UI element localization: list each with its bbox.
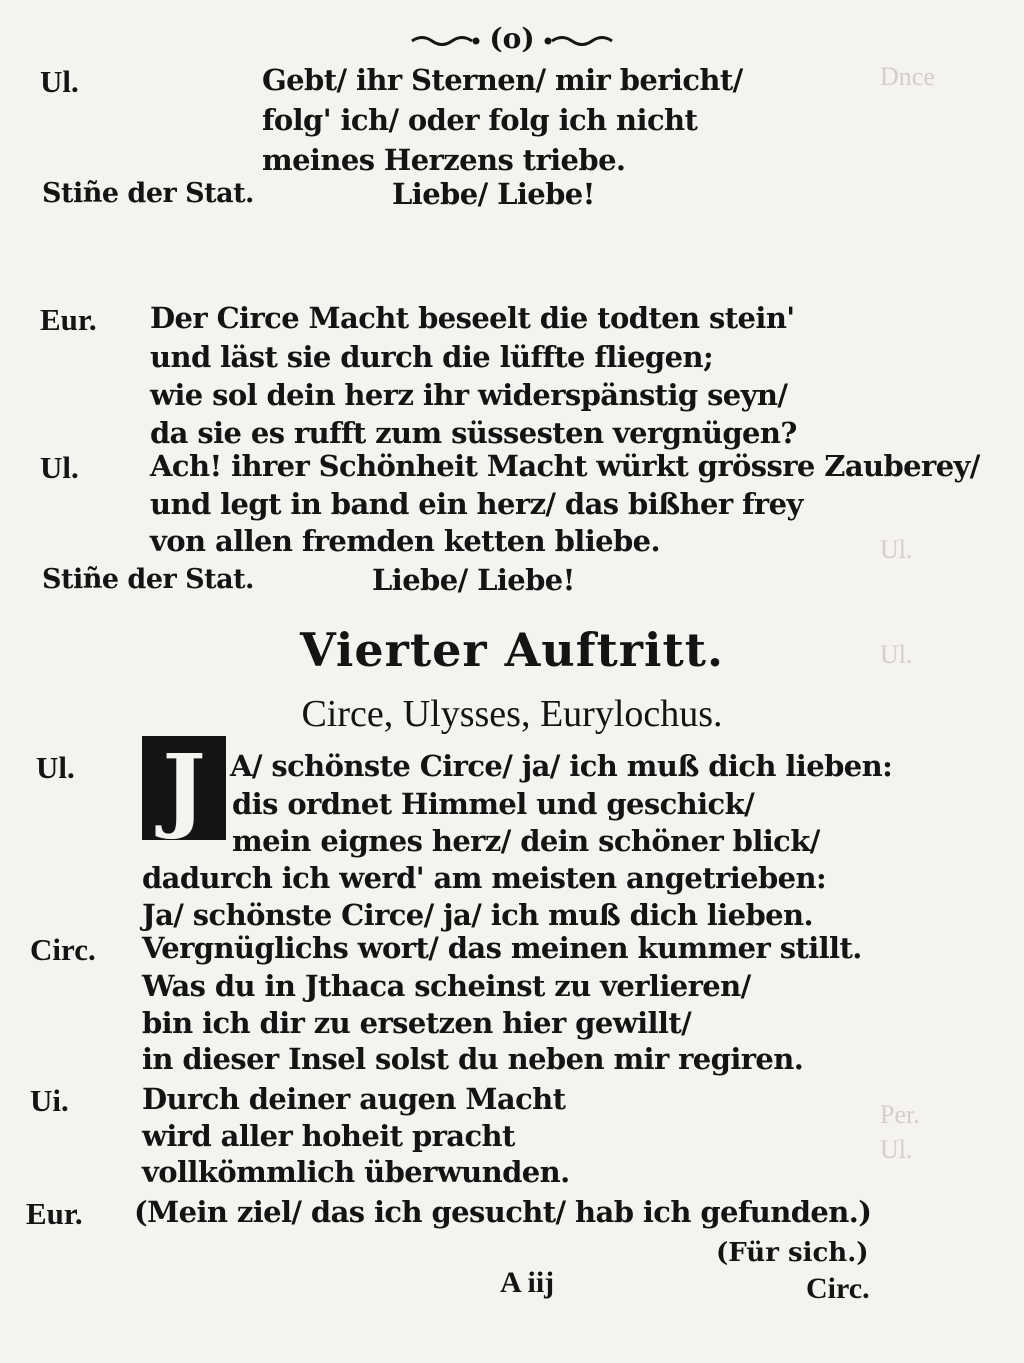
verse-line: A/ schönste Circe/ ja/ ich muß dich lieben: (230, 749, 893, 783)
verse-line: in dieser Insel solst du neben mir regiren. (142, 1042, 804, 1076)
speaker-label: Stiñe der Stat. (42, 178, 254, 209)
verse-line: Was du in Jthaca scheinst zu verlieren/ (142, 969, 751, 1003)
show-through-text: Per. (880, 1100, 920, 1129)
page-header (0, 22, 1024, 55)
verse-line: bin ich dir zu ersetzen hier gewillt/ (142, 1006, 692, 1040)
verse-line: wie sol dein herz ihr widerspänstig seyn/ (150, 378, 788, 412)
verse-line: mein eignes herz/ dein schöner blick/ (232, 824, 820, 858)
verse-line: vollkömmlich überwunden. (142, 1155, 570, 1189)
verse-line: dis ordnet Himmel und geschick/ (232, 787, 755, 821)
verse-line: da sie es rufft zum süssesten vergnügen? (150, 416, 797, 450)
verse-line: dadurch ich werd' am meisten angetrieben: (142, 861, 827, 895)
scene-heading: Vierter Auftritt. (299, 623, 724, 677)
speaker-label: Eur. (26, 1196, 83, 1231)
verse-line: (Mein ziel/ das ich gesucht/ hab ich gefunden.) (134, 1195, 872, 1229)
signature-mark: A iij (500, 1266, 555, 1299)
verse-line: Liebe/ Liebe! (392, 177, 595, 211)
show-through-text: Ul. (880, 1135, 913, 1164)
aside-note: (Für sich.) (716, 1238, 869, 1268)
verse-line: Liebe/ Liebe! (372, 563, 575, 597)
verse-line: Durch deiner augen Macht (142, 1082, 566, 1116)
verse-line: Der Circe Macht beseelt die todten stein' (150, 301, 795, 335)
speaker-label: Eur. (40, 302, 97, 337)
ornament-icon (544, 34, 614, 48)
speaker-label: Ul. (36, 750, 75, 785)
scene-persons: Circe, Ulysses, Eurylochus. (301, 693, 723, 735)
verse-line: Ach! ihrer Schönheit Macht würkt grössre Zauberey/ (150, 449, 980, 483)
speaker-label: Ui. (30, 1083, 69, 1118)
verse-line: Vergnüglichs wort/ das meinen kummer stillt. (142, 931, 862, 965)
verse-line: und legt in band ein herz/ das bißher frey (150, 487, 803, 521)
ornament-icon (410, 34, 480, 48)
speaker-label: Ul. (40, 64, 79, 99)
verse-line: wird aller hoheit pracht (142, 1119, 515, 1153)
verse-line: meines Herzens triebe. (262, 143, 626, 177)
speaker-label: Circ. (30, 932, 96, 967)
verse-line: und läst sie durch die lüffte fliegen; (150, 340, 714, 374)
page-number: (o) (489, 22, 535, 55)
verse-line: von allen fremden ketten bliebe. (150, 524, 660, 558)
verse-line: folg' ich/ oder folg ich nicht (262, 103, 698, 137)
speaker-label: Stiñe der Stat. (42, 564, 254, 595)
verse-line: Ja/ schönste Circe/ ja/ ich muß dich lieben. (142, 898, 813, 932)
show-through-text: Dnce (880, 62, 935, 91)
dropcap-initial: J (142, 736, 226, 840)
show-through-text: Ul. (880, 535, 913, 564)
show-through-text: Ul. (880, 640, 913, 669)
speaker-label: Ul. (40, 450, 79, 485)
catchword: Circ. (806, 1272, 870, 1305)
verse-line: Gebt/ ihr Sternen/ mir bericht/ (262, 63, 743, 97)
